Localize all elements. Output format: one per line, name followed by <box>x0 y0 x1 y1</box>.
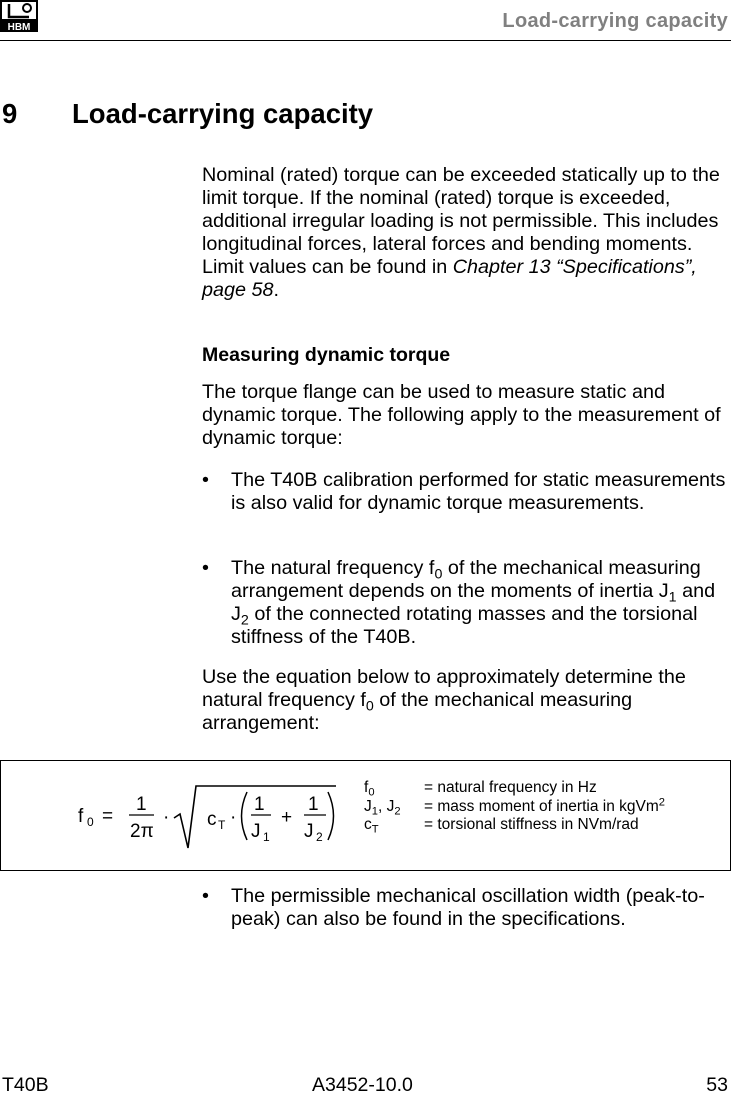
bullet-text: The natural frequency $f_0$ of the mechanical measuring arrangement depends on the moments of inertia $J_1$ and $J_2$ of the connected rotating masses and the torsional stiffness of the T40B. <box>231 557 716 648</box>
chapter-title: Load-carrying capacity <box>72 98 374 129</box>
footer-product: T40B <box>2 1074 49 1096</box>
intro-period: . <box>273 279 280 301</box>
formula-inner-dot: · <box>230 807 237 828</box>
bullet-text: The permissible mechanical oscillation width (peak-to-peak) can also be found in the specifications. <box>231 885 705 930</box>
section-paragraph: The torque flange can be used to measure static and dynamic torque. The following apply to the measurement of dynamic torque: <box>202 381 721 449</box>
bullet-marker: • <box>202 885 209 907</box>
formula-one-b: 1 <box>308 794 319 815</box>
bullet-item-calibration <box>202 469 731 515</box>
formula-j2-sub: 2 <box>316 830 323 844</box>
bullet-item-natural-frequency <box>202 557 731 649</box>
page-number: 53 <box>706 1074 728 1096</box>
natural-frequency-formula <box>70 778 360 850</box>
formula-legend <box>364 779 665 835</box>
bullet-marker: • <box>202 557 209 579</box>
bullet-item-oscillation-width <box>202 885 731 931</box>
left-paren <box>242 792 248 840</box>
right-paren <box>328 792 334 840</box>
legend-row-f0: $f_0$ = natural frequency in Hz <box>364 779 597 799</box>
equation-intro-paragraph: Use the equation below to approximately determine the natural frequency $f_0$ of the mechanical measuring arrangement: <box>202 666 686 734</box>
bullet-text: The T40B calibration performed for static measurements is also valid for dynamic torque measurements. <box>231 469 726 514</box>
intro-paragraph <box>202 164 731 302</box>
formula-j1-sub: 1 <box>263 830 270 844</box>
chapter-heading <box>2 98 373 130</box>
legend-description: = mass moment of inertia in kgVm$^2$ <box>424 795 665 815</box>
logo-text: HBM <box>7 22 31 32</box>
formula-lhs: f <box>78 806 84 827</box>
header-rule <box>0 40 731 41</box>
legend-row-ct: $c_T$ = torsional stiffness in NVm/rad <box>364 816 639 836</box>
footer-doc-number: A3452-10.0 <box>312 1074 413 1096</box>
formula-j1: J <box>251 821 261 842</box>
legend-row-j1-j2: $J_1$, $J_2$ = mass moment of inertia in kgVm$^2$ <box>364 795 665 817</box>
formula-j2: J <box>304 821 314 842</box>
hbm-logo <box>0 0 38 32</box>
chapter-number: 9 <box>2 98 18 129</box>
formula-c: c <box>207 809 217 830</box>
running-header-title: Load-carrying capacity <box>502 10 728 32</box>
legend-description: = natural frequency in Hz <box>424 779 597 796</box>
section-heading: Measuring dynamic torque <box>202 344 451 366</box>
formula-denominator: 2π <box>130 821 154 842</box>
formula-dot: · <box>163 807 170 828</box>
formula-numerator: 1 <box>136 794 147 815</box>
formula-equals: = <box>102 806 114 827</box>
chapter-reference: Chapter 13 “Specifications”, page 58 <box>202 256 697 301</box>
formula-lhs-sub: 0 <box>87 815 94 829</box>
legend-description: = torsional stiffness in NVm/rad <box>424 816 639 833</box>
formula-c-sub: T <box>218 818 226 832</box>
intro-text: Nominal (rated) torque can be exceeded statically up to the limit torque. If the nominal (rated) torque is exceeded, additional irregular loading is not permissible. This includes longitudinal forces, lateral forces and bending moments. Limit values can be found in <box>202 164 720 278</box>
formula-plus: + <box>281 807 293 828</box>
formula-one-a: 1 <box>254 794 265 815</box>
bullet-marker: • <box>202 469 209 491</box>
